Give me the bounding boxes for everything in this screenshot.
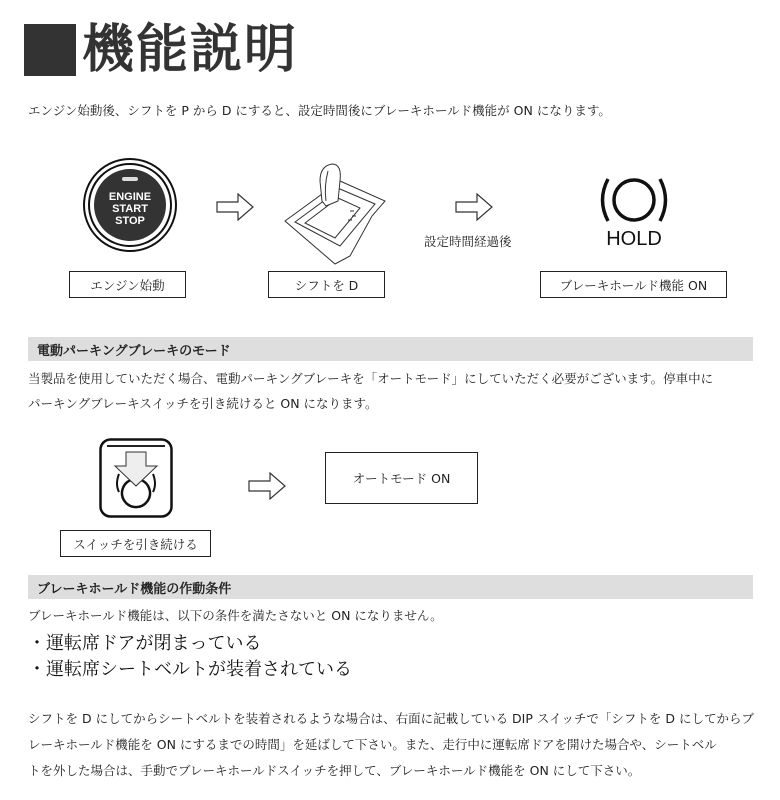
intro-text: エンジン始動後、シフトを P から D にすると、設定時間後にブレーキホールド機能が ON になります。 xyxy=(28,103,611,118)
brake-hold-icon xyxy=(596,173,672,249)
svg-text:STOP: STOP xyxy=(115,215,145,227)
section2-intro: ブレーキホールド機能は、以下の条件を満たさないと ON になりません。 xyxy=(28,608,443,623)
parking-brake-switch-icon xyxy=(99,438,173,518)
condition-item: ・運転席シートベルトが装着されている xyxy=(28,659,352,680)
title-square-icon xyxy=(24,24,76,76)
condition-item: ・運転席ドアが閉まっている xyxy=(28,633,262,654)
brake-hold-on-label: ブレーキホールド機能 ON xyxy=(540,271,727,298)
arrow-right-icon xyxy=(455,193,493,225)
svg-text:HOLD: HOLD xyxy=(606,228,662,249)
section-heading-parking-brake-mode: 電動パーキングブレーキのモード xyxy=(28,337,753,361)
section1-text: 当製品を使用していただく場合、電動パーキングブレーキを「オートモード」にしていただく必要がございます。停車中に パーキングブレーキスイッチを引き続けると ON になります。 xyxy=(28,371,714,411)
auto-mode-on-label: オートモード ON xyxy=(325,452,478,504)
svg-text:START: START xyxy=(112,203,148,215)
conditions-list xyxy=(28,631,352,683)
pull-switch-label: スイッチを引き続ける xyxy=(60,530,211,557)
page-title: 機能説明 xyxy=(24,18,298,82)
after-time-caption: 設定時間経過後 xyxy=(424,234,512,249)
engine-start-button-icon xyxy=(82,157,178,253)
section-heading-operating-conditions: ブレーキホールド機能の作動条件 xyxy=(28,575,753,599)
engine-start-label: エンジン始動 xyxy=(69,271,186,298)
section2-note: シフトを D にしてからシートベルトを装着されるような場合は、右面に記載している DIP スイッチで「シフトを D にしてからブ レーキホールド機能を ON にするまでの時間」を延ばして下さい。また、走行中に運転席ドアを開けた場合や、シートベル トを外した場合は、手動でブレーキホールドスイッチを押して、ブレーキホールド機能を ON にして下さい。 xyxy=(28,711,754,778)
arrow-right-icon xyxy=(248,472,286,504)
shift-lever-icon xyxy=(280,156,390,266)
shift-d-label: シフトを D xyxy=(268,271,385,298)
svg-text:ENGINE: ENGINE xyxy=(108,191,152,203)
arrow-right-icon xyxy=(216,193,254,225)
